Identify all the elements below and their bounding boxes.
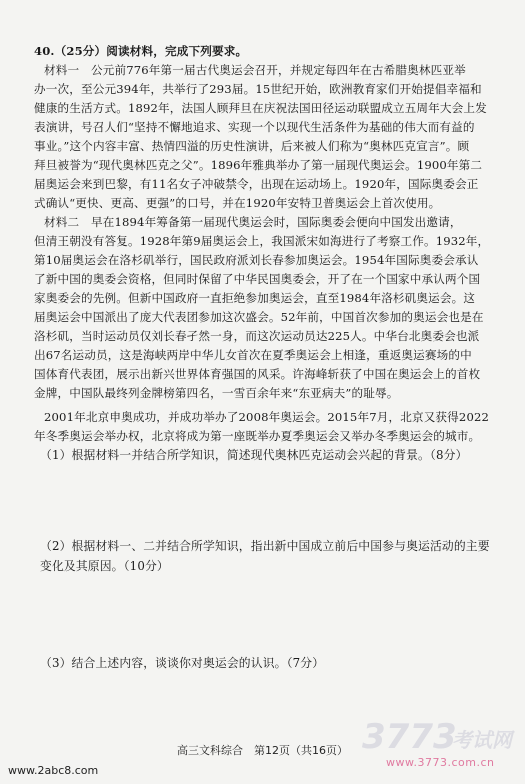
material-line: 出67名运动员，这是海峡两岸中华儿女首次在夏季奥运会上相逢，重返奥运赛场的中 [34,348,472,362]
material-line: 材料二 早在1894年筹备第一届现代奥运会时，国际奥委会便向中国发出邀请， [44,215,462,229]
watermark-logo [360,716,520,756]
watermark-left: www.2abc8.com [8,764,99,777]
sub-question-2-continued: 变化及其原因。（10分） [40,559,169,573]
material-line: 表演讲，号召人们“坚持不懈地追求、实现一个以现代生活条件为基础的伟大而有益的 [34,120,475,134]
question-header: 40.（25分）阅读材料，完成下列要求。 [34,44,248,58]
material-line: 年冬季奥运会举办权，北京将成为第一座既举办夏季奥运会又举办冬季奥运会的城市。 [34,429,481,443]
material-line: 办一次，至公元394年，共举行了293届。15世纪开始，欧洲教育家们开始提倡幸福和 [34,82,482,96]
material-line: 洛杉矶，当时运动员仅刘长春孑然一身，而这次运动员达225人。中华台北奥委会也派 [34,329,480,343]
material-line: 国体育代表团，展示出新兴世界体育强国的风采。许海峰斩获了中国在奥运会上的首枚 [34,367,481,381]
material-line: 届奥运会中国派出了庞大代表团参加这次盛会。52年前，中国首次参加的奥运会也是在 [34,310,484,324]
material-line: 式确认“更快、更高、更强”的口号，并在1920年安特卫普奥运会上首次使用。 [34,196,441,210]
svg-text:3773: 3773 [362,717,457,756]
material-line: 了新中国的奥委会资格，但同时保留了中华民国奥委会，开了在一个国家中承认两个国 [34,272,481,286]
material-line: 家奥委会的先例。但新中国政府一直拒绝参加奥运会，直至1984年洛杉矶奥运会。这 [34,291,476,305]
material-line: 拜旦被誉为“现代奥林匹克之父”。1896年雅典举办了第一届现代奥运会。1900年第二 [34,158,483,172]
sub-question-1: （1）根据材料一并结合所学知识，简述现代奥林匹克运动会兴起的背景。（8分） [40,448,468,462]
page-footer: 高三文科综合 第12页（共16页） [177,744,348,757]
material-line: 2001年北京申奥成功，并成功举办了2008年奥运会。2015年7月，北京又获得2022 [44,410,490,424]
material-line: 但清王朝没有答复。1928年第9届奥运会上，我国派宋如海进行了考察工作。1932年， [34,234,490,248]
sub-question-3: （3）结合上述内容，谈谈你对奥运会的认识。（7分） [40,656,325,670]
material-line: 金牌，中国队最终列金牌榜第四名，一雪百余年来“东亚病夫”的耻辱。 [34,386,399,400]
watermark-url: www.3773.com.cn [386,756,495,769]
sub-question-2: （2）根据材料一、二并结合所学知识，指出新中国成立前后中国参与奥运活动的主要 [40,539,490,553]
material-line: 材料一 公元前776年第一届古代奥运会召开，并规定每四年在古希腊奥林匹亚举 [44,63,466,77]
material-line: 健康的生活方式。1892年，法国人顾拜旦在庆祝法国田径运动联盟成立五周年大会上发 [34,101,487,115]
material-line: 第10届奥运会在洛杉矶举行，国民政府派刘长春参加奥运会。1954年国际奥委会承认 [34,253,479,267]
svg-text:考试网: 考试网 [452,728,512,752]
material-line: 事业。”这个内容丰富、热情四溢的历史性演讲，后来被人们称为“奥林匹克宣言”。顾 [34,139,470,153]
material-line: 届奥运会来到巴黎，有11名女子冲破禁令，出现在运动场上。1920年，国际奥委会正 [34,177,479,191]
